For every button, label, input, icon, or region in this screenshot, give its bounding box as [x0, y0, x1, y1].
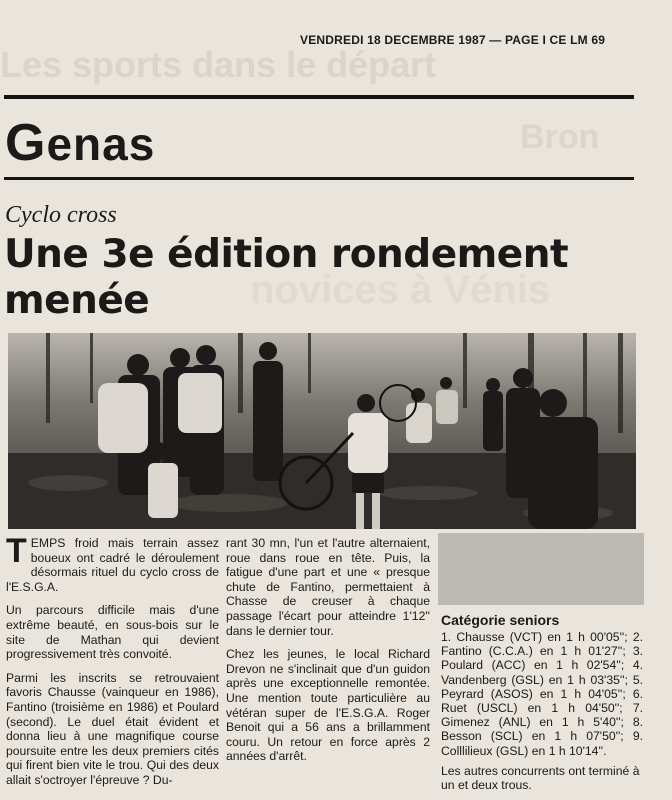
- article-paragraph-3: Parmi les inscrits se retrouvaient favoris Chausse (vainqueur en 1986), Fantino (troisième en 1986) et Poulard (second). Le duel était évident et donna lieu à une magnifique course poursuite entre les deux premiers cités qui firent bien vite le trou. Qui des deux allait s'octroyer l'épreuve ? Du-: [6, 670, 219, 787]
- bleed-through-line-1: Les sports dans le départ: [0, 44, 437, 85]
- drop-cap: T: [6, 532, 27, 570]
- results-list: 1. Chausse (VCT) en 1 h 00'05''; 2. Fantino (C.C.A.) en 1 h 01'27''; 3. Poulard (ACC) en 1 h 02'54''; 4. Vandenberg (GSL) en 1 h 03'35''; 5. Peyrard (ASOS) en 1 h 04'05''; 6. Ruet (USCL) en 1 h 04'50''; 7. Gimenez (ANL) en 1 h 5'40''; 8. Besson (SCL) en 1 h 07'50''; 9. Colllilieux (GSL) en 1 h 10'14''.: [441, 630, 643, 758]
- town-name: [5, 114, 156, 172]
- results-title: Catégorie seniors: [441, 612, 560, 628]
- headline: Une 3e édition rondement menée: [4, 232, 569, 323]
- article-paragraph-1: [6, 532, 219, 594]
- kicker: Cyclo cross: [5, 202, 117, 228]
- town-rest: enas: [46, 118, 156, 170]
- bleed-through-line-3: novices à Vénis: [250, 268, 551, 312]
- top-rule: [4, 95, 634, 99]
- article-column-2: [226, 536, 430, 773]
- article-column-1: [6, 532, 219, 797]
- results-column: [441, 612, 643, 793]
- article-paragraph-2: Un parcours difficile mais d'une extrême beauté, en sous-bois sur le site de Mathan qui devient progressivement très convoité.: [6, 603, 219, 662]
- redacted-box: [438, 533, 644, 605]
- town-initial: G: [5, 114, 47, 172]
- article-lead-text: EMPS froid mais terrain assez boueux ont cadré le déroulement désormais rituel du cyclo cross de l'E.S.G.A.: [6, 536, 219, 594]
- bleed-through-line-2: Bron: [520, 118, 600, 156]
- race-photo: [8, 333, 636, 529]
- race-photo-illustration: [8, 333, 636, 529]
- page-header: VENDREDI 18 DECEMBRE 1987 — PAGE I CE LM 69: [300, 33, 606, 47]
- section-rule: [4, 177, 634, 180]
- article-paragraph-4: rant 30 mn, l'un et l'autre alternaient, roue dans roue en tête. Puis, la fatigue d'une part et une « presque chute de Fantino, permettaient à Chasse de creuser à chaque passage l'écart pour atteindre 1'12'' dans le dernier tour.: [226, 536, 430, 638]
- article-paragraph-5: Chez les jeunes, le local Richard Drevon ne s'inclinait que d'un guidon après une exceptionnelle remontée. Une mention toute particulière au vétéran super de l'E.S.G.A. Roger Benoit qui a 56 ans a brillamment couru. Un retour en force après 2 années d'arrêt.: [226, 647, 430, 764]
- results-note: Les autres concurrents ont terminé à un et deux trous.: [441, 763, 640, 793]
